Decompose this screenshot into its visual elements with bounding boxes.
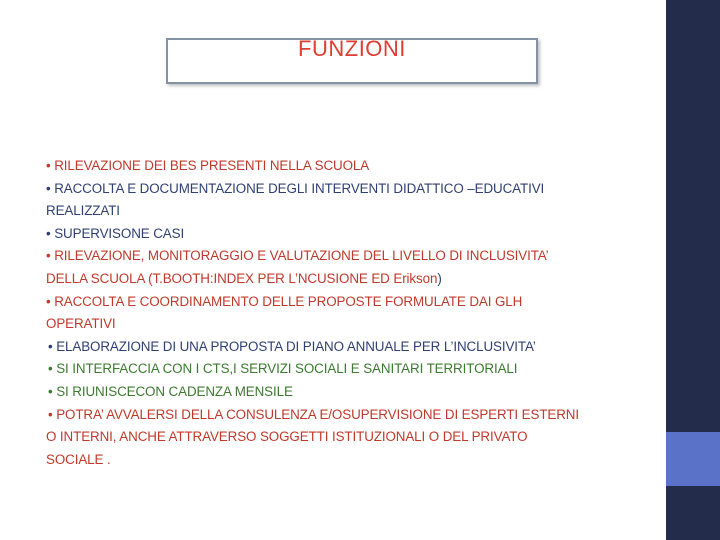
title-box xyxy=(166,38,538,84)
list-item-coordinamento-line2: OPERATIVI xyxy=(46,316,116,332)
sidebar-accent-block xyxy=(666,432,720,486)
list-item-rilevazione-bes: • RILEVAZIONE DEI BES PRESENTI NELLA SCUOLA xyxy=(46,158,370,173)
list-item-monitoraggio-line1: • RILEVAZIONE, MONITORAGGIO E VALUTAZIONE DEL LIVELLO DI INCLUSIVITA’ xyxy=(46,248,549,264)
slide-title: FUNZIONI xyxy=(298,36,406,61)
list-item-coordinamento-line1: • RACCOLTA E COORDINAMENTO DELLE PROPOSTE FORMULATE DAI GLH xyxy=(46,293,523,309)
list-item-raccolta-line1: • RACCOLTA E DOCUMENTAZIONE DEGLI INTERVENTI DIDATTICO –EDUCATIVI xyxy=(46,180,545,196)
list-item-riunione: • SI RIUNISCECON CADENZA MENSILE xyxy=(48,383,293,399)
list-item-interfaccia: • SI INTERFACCIA CON I CTS,I SERVIZI SOCIALI E SANITARI TERRITORIALI xyxy=(48,361,518,377)
list-item-monitoraggio-line2 xyxy=(46,268,666,291)
monitoraggio-line2-end: ) xyxy=(437,270,442,286)
content-list xyxy=(46,155,666,471)
list-item-supervisione: • SUPERVISONE CASI xyxy=(46,225,185,241)
list-item-elaborazione: • ELABORAZIONE DI UNA PROPOSTA DI PIANO ANNUALE PER L’INCLUSIVITA’ xyxy=(48,338,536,354)
monitoraggio-line2-text: DELLA SCUOLA (T.BOOTH:INDEX PER L’NCUSIONE ED Erikson xyxy=(46,270,438,286)
list-item-consulenza-line3: SOCIALE . xyxy=(46,451,111,467)
list-item-consulenza-line2: O INTERNI, ANCHE ATTRAVERSO SOGGETTI ISTITUZIONALI O DEL PRIVATO xyxy=(46,429,528,445)
list-item-consulenza-line1: • POTRA’ AVVALERSI DELLA CONSULENZA E/OSUPERVISIONE DI ESPERTI ESTERNI xyxy=(48,406,579,422)
list-item-raccolta-line2: REALIZZATI xyxy=(46,203,120,219)
